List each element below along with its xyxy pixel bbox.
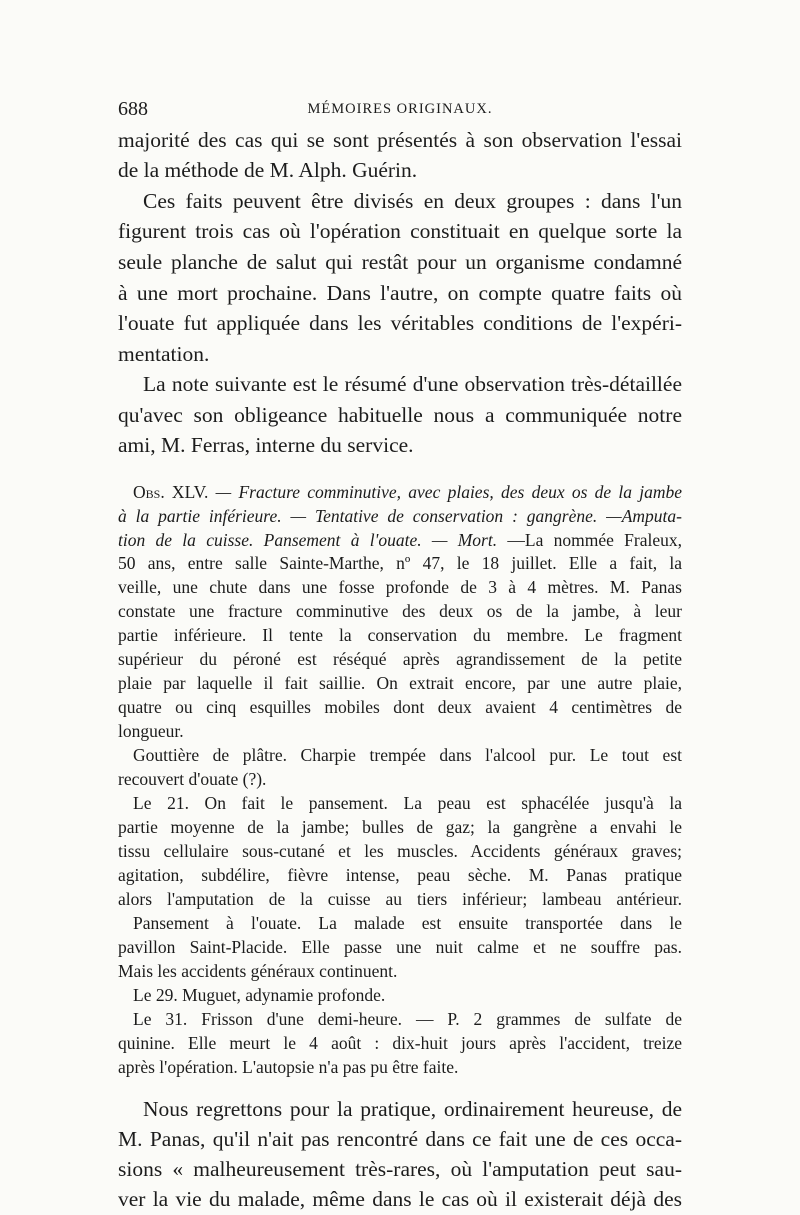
note-line: agitation, subdélire, fièvre intense, peau sèche. M. Panas pratique bbox=[118, 865, 682, 885]
page-header bbox=[118, 98, 682, 124]
note-line: 50 ans, entre salle Sainte-Marthe, nº 47, le 18 juillet. Elle a fait, la bbox=[118, 553, 682, 573]
body-line: Nous regrettons pour la pratique, ordinairement heureuse, de bbox=[143, 1097, 682, 1121]
observation-title-line: tion de la cuisse. Pansement à l'ouate. — Mort. —La nommée Fraleux, bbox=[118, 530, 682, 550]
note-line: recouvert d'ouate (?). bbox=[118, 769, 267, 789]
body-line: Ces faits peuvent être divisés en deux groupes : dans l'un bbox=[143, 189, 682, 213]
note-line: Pansement à l'ouate. La malade est ensuite transportée dans le bbox=[133, 913, 682, 933]
note-line: Le 31. Frisson d'une demi-heure. — P. 2 grammes de sulfate de bbox=[133, 1009, 682, 1029]
body-line: l'ouate fut appliquée dans les véritables conditions de l'expéri- bbox=[118, 311, 682, 335]
body-line: ami, M. Ferras, interne du service. bbox=[118, 433, 414, 457]
observation-title-line: à la partie inférieure. — Tentative de conservation : gangrène. —Amputa- bbox=[118, 506, 682, 526]
observation-heading bbox=[133, 482, 682, 503]
note-line: Mais les accidents généraux continuent. bbox=[118, 961, 398, 981]
note-line: constate une fracture comminutive des deux os de la jambe, à leur bbox=[118, 601, 682, 621]
note-line: quinine. Elle meurt le 4 août : dix-huit jours après l'accident, treize bbox=[118, 1033, 682, 1053]
note-line: Gouttière de plâtre. Charpie trempée dans l'alcool pur. Le tout est bbox=[133, 745, 682, 765]
body-line: La note suivante est le résumé d'une observation très-détaillée bbox=[143, 372, 682, 396]
note-line: tissu cellulaire sous-cutané et les muscles. Accidents généraux graves; bbox=[118, 841, 682, 861]
body-line: majorité des cas qui se sont présentés à son observation l'essai bbox=[118, 128, 682, 152]
page-number: 688 bbox=[118, 98, 148, 120]
note-line: supérieur du péroné est réséqué après agrandissement de la petite bbox=[118, 649, 682, 669]
note-line: Le 29. Muguet, adynamie profonde. bbox=[133, 985, 386, 1005]
observation-label: Obs. XLV. bbox=[133, 482, 209, 502]
note-line: plaie par laquelle il fait saillie. On extrait encore, par une autre plaie, bbox=[118, 673, 682, 693]
note-line: après l'opération. L'autopsie n'a pas pu être faite. bbox=[118, 1057, 459, 1077]
body-line: M. Panas, qu'il n'ait pas rencontré dans ce fait une de ces occa- bbox=[118, 1127, 682, 1151]
body-line: à une mort prochaine. Dans l'autre, on compte quatre faits où bbox=[118, 281, 682, 305]
body-line: mentation. bbox=[118, 342, 210, 366]
note-line: Le 21. On fait le pansement. La peau est sphacélée jusqu'à la bbox=[133, 793, 682, 813]
body-line: qu'avec son obligeance habituelle nous a communiquée notre bbox=[118, 403, 682, 427]
note-line: partie inférieure. Il tente la conservation du membre. Le fragment bbox=[118, 625, 682, 645]
body-line: ver la vie du malade, même dans le cas où il existerait déjà des bbox=[118, 1187, 682, 1211]
note-line: quatre ou cinq esquilles mobiles dont deux avaient 4 centimètres de bbox=[118, 697, 682, 717]
body-line: de la méthode de M. Alph. Guérin. bbox=[118, 158, 418, 182]
body-line: seule planche de salut qui restât pour un organisme condamné bbox=[118, 250, 682, 274]
body-line: sions « malheureusement très-rares, où l'amputation peut sau- bbox=[118, 1157, 682, 1181]
note-line: veille, une chute dans une fosse profonde de 3 à 4 mètres. M. Panas bbox=[118, 577, 682, 597]
running-head: MÉMOIRES ORIGINAUX. bbox=[307, 101, 493, 117]
note-line: alors l'amputation de la cuisse au tiers inférieur; lambeau antérieur. bbox=[118, 889, 682, 909]
observation-title: — Fracture comminutive, avec plaies, des deux os de la jambe bbox=[215, 482, 683, 502]
note-line: partie moyenne de la jambe; bulles de gaz; la gangrène a envahi le bbox=[118, 817, 682, 837]
note-line: pavillon Saint-Placide. Elle passe une nuit calme et ne souffre pas. bbox=[118, 937, 682, 957]
body-line: figurent trois cas où l'opération constituait en quelque sorte la bbox=[118, 219, 682, 243]
note-line: longueur. bbox=[118, 721, 184, 741]
